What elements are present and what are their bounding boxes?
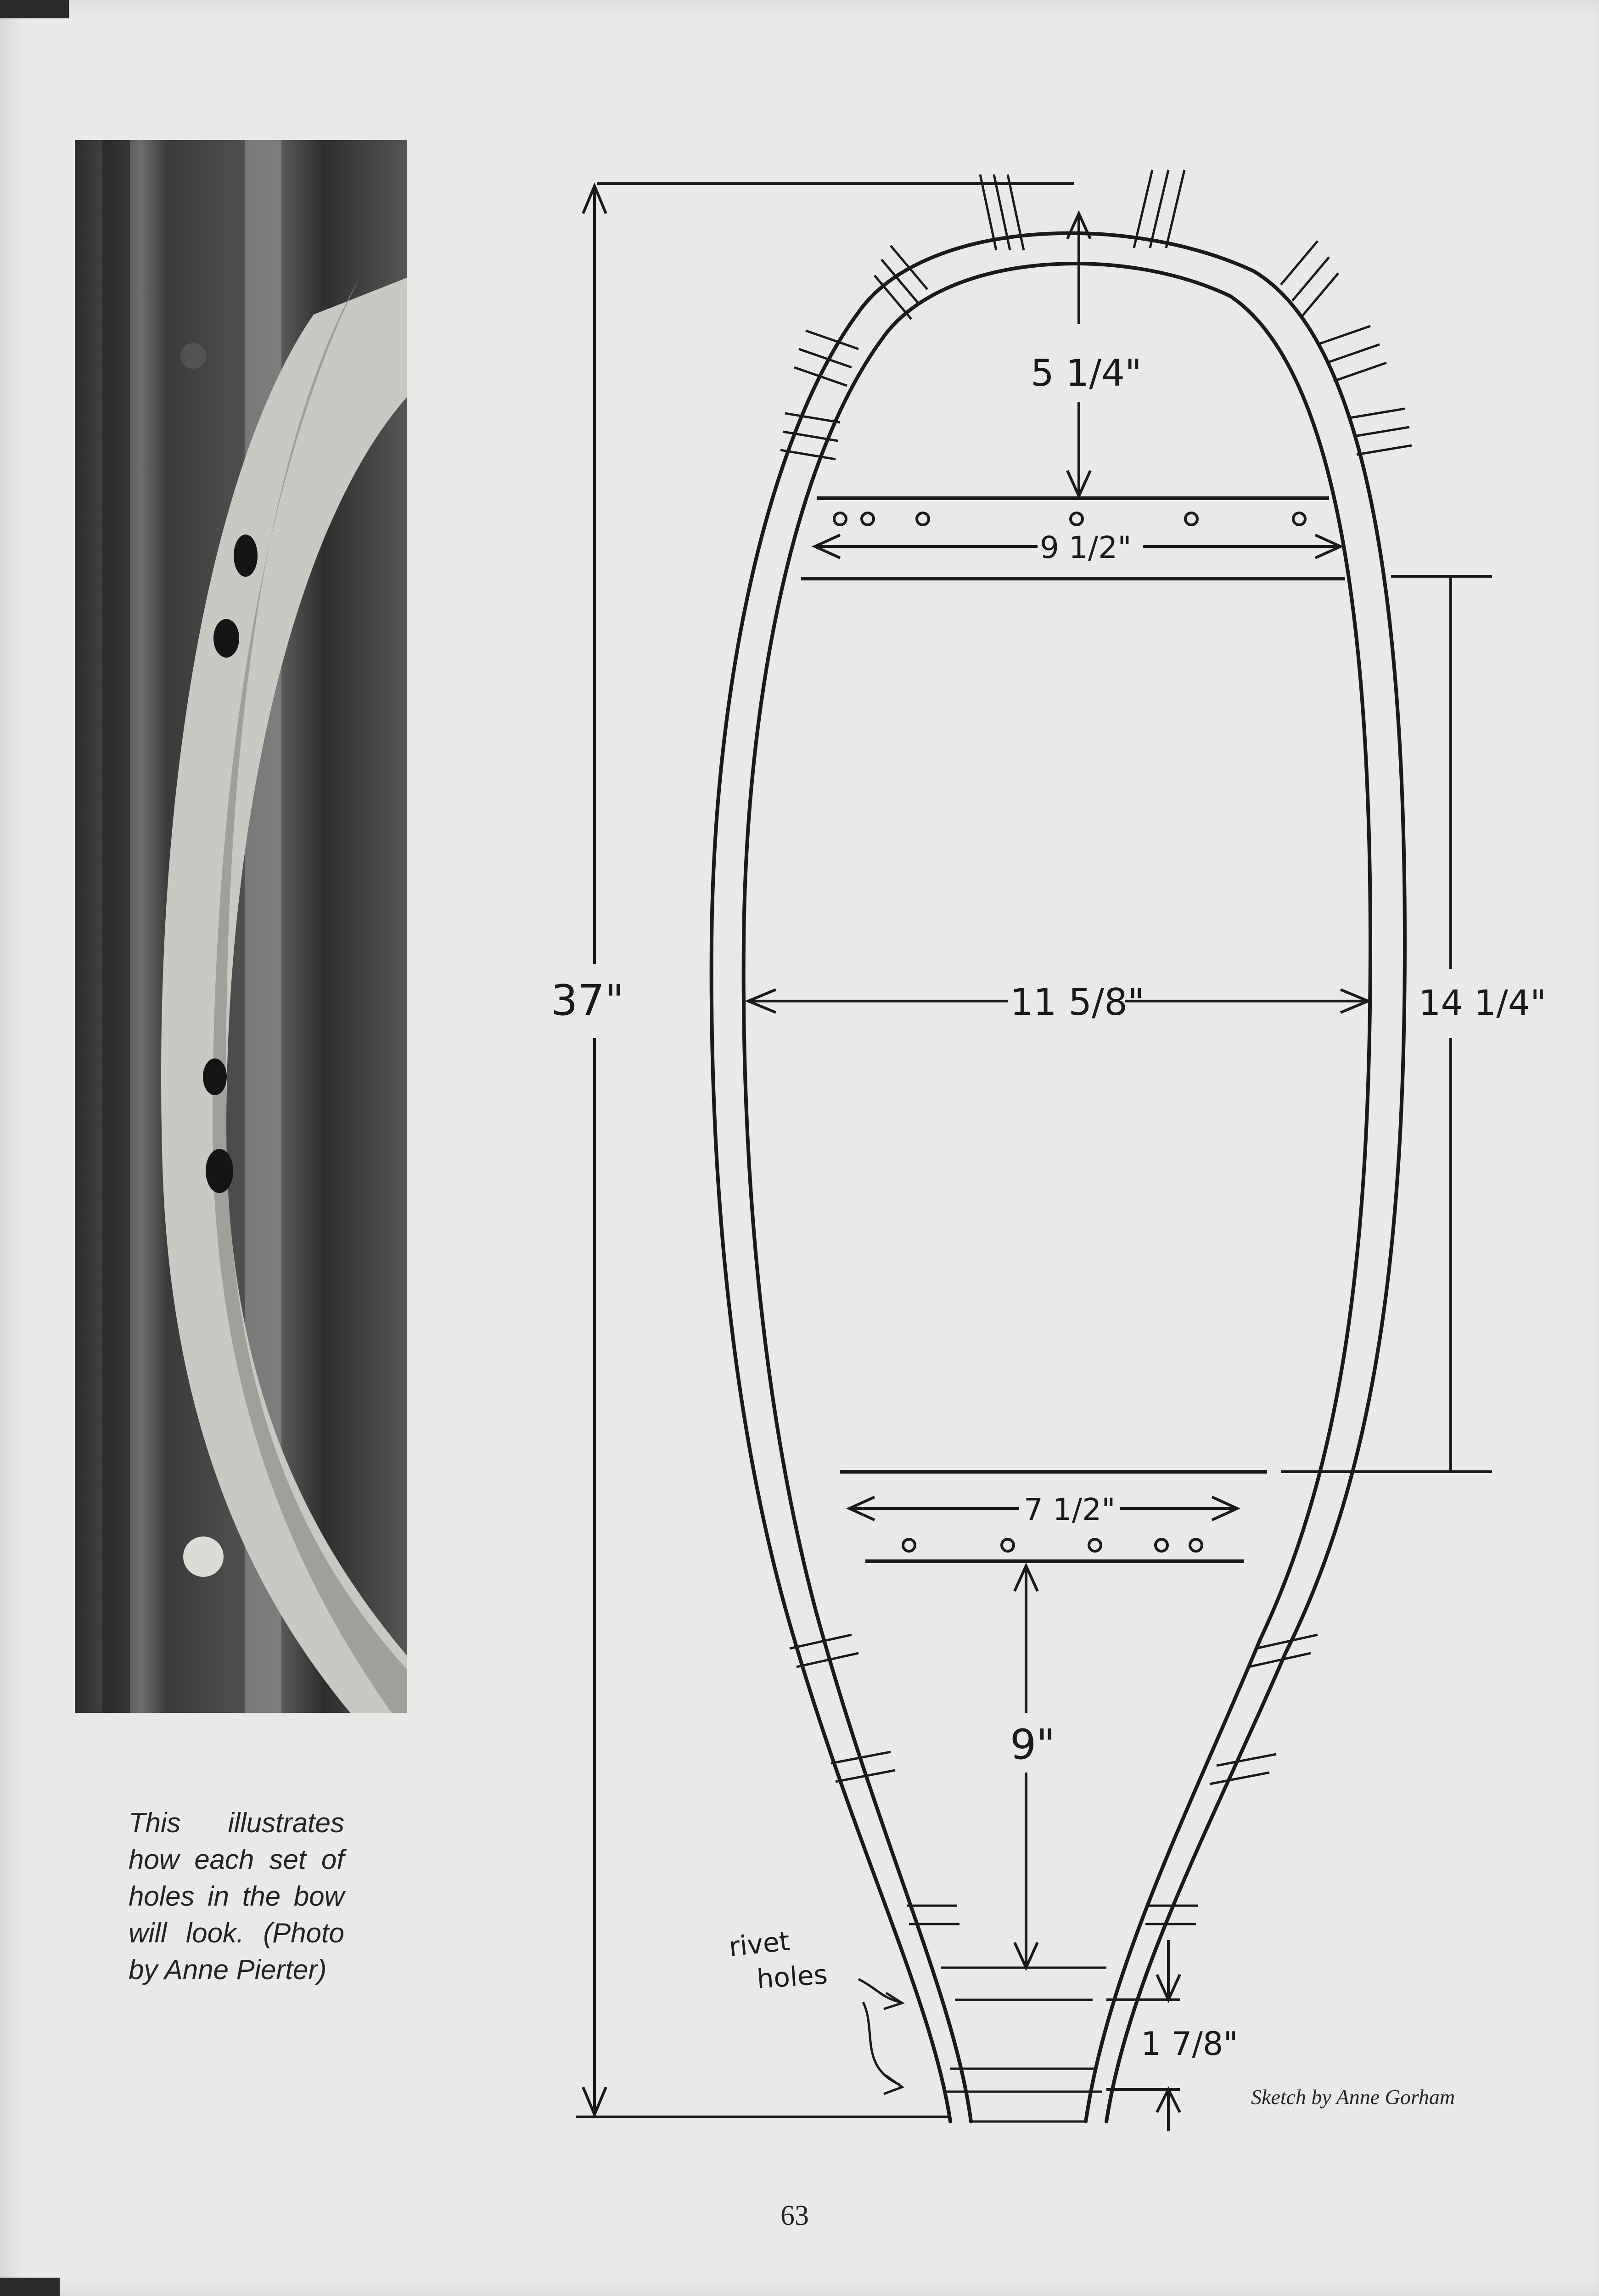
bow-holes-photo <box>75 140 407 1713</box>
bow-photo-illustration <box>75 140 407 1713</box>
bow-hole <box>213 619 239 658</box>
snowshoe-diagram <box>528 138 1561 2167</box>
rivet-head <box>183 1536 224 1577</box>
rivet-spacing-label: 1 7/8" <box>1141 2025 1238 2063</box>
overall-length-label: 37" <box>551 976 624 1025</box>
rear-crossbar-dimension-label: 7 1/2" <box>1024 1492 1116 1527</box>
rivet-holes-arrows <box>858 1979 902 2094</box>
crossbar-spacing-dimension <box>1281 576 1492 1472</box>
page-corner-mark <box>0 2278 60 2296</box>
sketch-credit: Sketch by Anne Gorham <box>1251 2085 1455 2109</box>
page-corner-mark <box>0 0 69 18</box>
front-crossbar-dimension-label: 9 1/2" <box>1040 530 1132 565</box>
snowshoe-frame-sketch <box>528 138 1561 2167</box>
rivet-holes-label-line1: rivet <box>727 1925 791 1963</box>
rear-crossbar-holes <box>903 1539 1202 1551</box>
bow-hole <box>234 535 258 577</box>
bow-hole <box>206 1149 233 1193</box>
crossbar-spacing-label: 14 1/4" <box>1419 982 1547 1023</box>
photo-caption: This illustrates how each set of holes in the bow will look. (Photo by Anne Pierter) <box>129 1807 344 1985</box>
rivet-holes-label-line2: holes <box>756 1958 829 1995</box>
bow-hole <box>203 1058 227 1095</box>
front-crossbar-holes <box>834 513 1305 525</box>
page-number: 63 <box>780 2200 809 2231</box>
overall-length-dimension <box>576 184 1074 2117</box>
toe-dimension-label: 5 1/4" <box>1031 352 1142 394</box>
max-width-label: 11 5/8" <box>1010 981 1145 1024</box>
frame-outer <box>712 233 1405 2122</box>
tail-dimension-label: 9" <box>1010 1721 1055 1769</box>
